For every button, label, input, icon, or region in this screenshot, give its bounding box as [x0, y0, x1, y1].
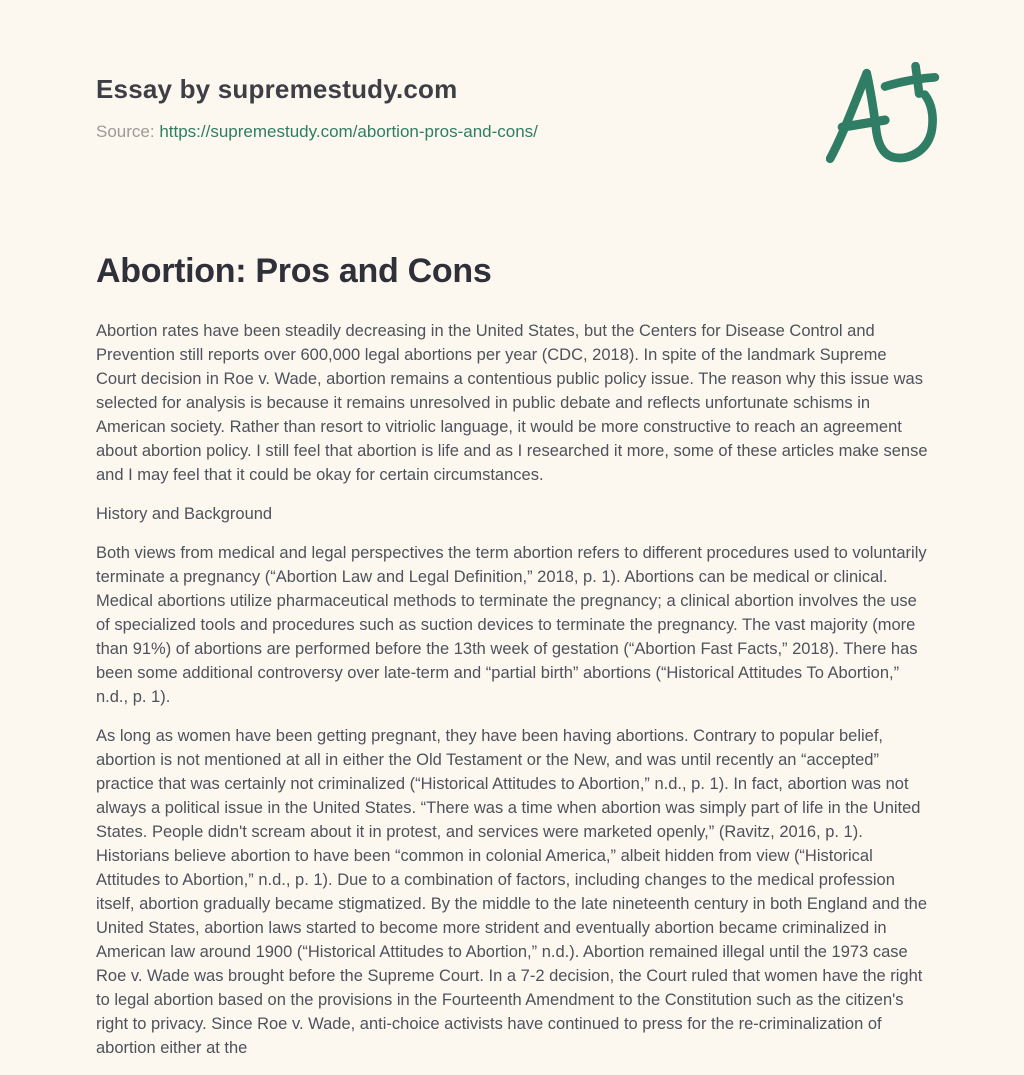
essay-paragraph: As long as women have been getting pregnant, they have been having abortions. Contrary to popular belief, abortion is not mentioned at all in either the Old Testament or the New, and was until recently an “accepted” practice that was certainly not criminalized (“Historical Attitudes to Abortion,” n.d., p. 1). In fact, abortion was not always a political issue in the United States. “There was a time when abortion was simply part of life in the United States. People didn't scream about it in protest, and services were marketed openly,” (Ravitz, 2016, p. 1). Historians believe abortion to have been “common in colonial America,” albeit hidden from view (“Historical Attitudes to Abortion,” n.d., p. 1). Due to a combination of factors, including changes to the medical profession itself, abortion gradually became stigmatized. By the middle to the late nineteenth century in both England and the United States, abortion laws started to become more strident and eventually abortion became criminalized in American law around 1900 (“Historical Attitudes to Abortion,” n.d.). Abortion remained illegal until the 1973 case Roe v. Wade was brought before the Supreme Court. In a 7-2 decision, the Court ruled that women have the right to legal abortion based on the provisions in the Fourteenth Amendment to the Constitution such as the citizen's right to privacy. Since Roe v. Wade, anti-choice activists have continued to press for the re-criminalization of abortion either at the	[96, 727, 928, 1057]
essay-intro-paragraph: Abortion rates have been steadily decreasing in the United States, but the Centers for Disease Control and Prevention still reports over 600,000 legal abortions per year (CDC, 2018). In spite of the landmark Supreme Court decision in Roe v. Wade, abortion remains a contentious public policy issue. The reason why this issue was selected for analysis is because it remains unresolved in public debate and reflects unfortunate schisms in American society. Rather than resort to vitriolic language, it would be more constructive to reach an agreement about abortion policy. I still feel that abortion is life and as I researched it more, some of these articles make sense and I may feel that it could be okay for certain circumstances.	[96, 322, 928, 484]
source-url-link[interactable]: https://supremestudy.com/abortion-pros-and-cons/	[159, 122, 538, 141]
essay-title: Abortion: Pros and Cons	[96, 252, 492, 290]
source-label: Source:	[96, 122, 155, 141]
essay-paragraph: Both views from medical and legal perspectives the term abortion refers to different procedures used to voluntarily terminate a pregnancy (“Abortion Law and Legal Definition,” 2018, p. 1). Abortions can be medical or clinical. Medical abortions utilize pharmaceutical methods to terminate the pregnancy; a clinical abortion involves the use of specialized tools and procedures such as suction devices to terminate the pregnancy. The vast majority (more than 91%) of abortions are performed before the 13th week of gestation (“Abortion Fast Facts,” 2018). There has been some additional controversy over late-term and “partial birth” abortions (“Historical Attitudes To Abortion,” n.d., p. 1).	[96, 544, 927, 706]
site-header-title: Essay by supremestudy.com	[96, 74, 458, 104]
section-heading-history-and-background: History and Background	[96, 505, 273, 523]
source-line	[96, 122, 538, 142]
a-plus-logo-icon	[826, 62, 940, 170]
essay-article	[96, 250, 930, 1075]
